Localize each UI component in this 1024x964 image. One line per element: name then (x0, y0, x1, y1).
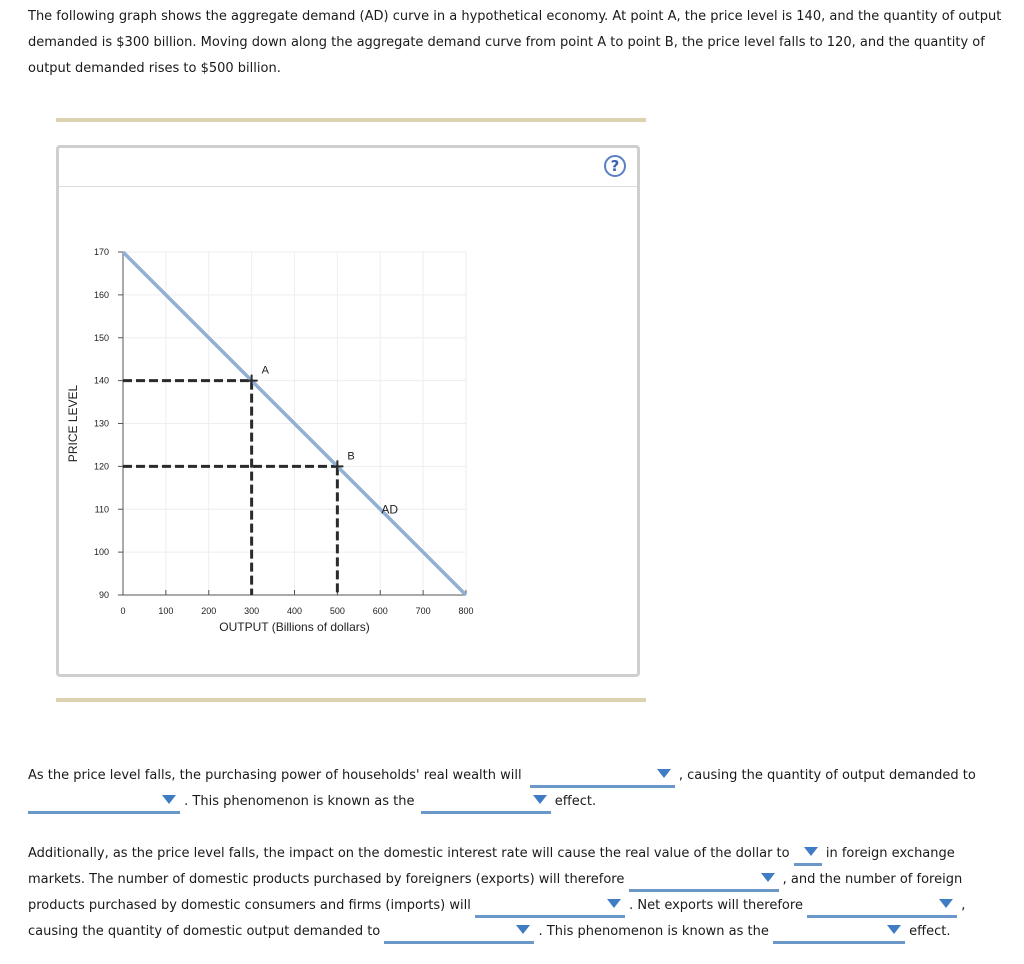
q2-text-1: Additionally, as the price level falls, the impact on the domestic interest rate will cause the real value of the dollar to (28, 846, 790, 861)
x-tick-label: 800 (458, 606, 474, 616)
q2-text-6: . Net exports will therefore (629, 898, 803, 913)
q2-text-5: products purchased by domestic consumers and firms (imports) will (28, 898, 471, 913)
chevron-down-icon (607, 899, 621, 908)
domestic-output-dropdown[interactable] (384, 919, 534, 944)
point-label: B (347, 450, 355, 463)
x-tick-label: 100 (158, 606, 174, 616)
question-1 (28, 763, 1008, 815)
q2-text-8: causing the quantity of domestic output demanded to (28, 924, 381, 939)
top-divider (56, 118, 646, 122)
wealth-dropdown[interactable] (530, 763, 675, 788)
chevron-down-icon (887, 925, 901, 934)
q2-line-3 (28, 893, 1008, 919)
bottom-divider (56, 698, 646, 702)
q1-text-1: As the price level falls, the purchasing power of households' real wealth will (28, 768, 522, 783)
q2-text-2: in foreign exchange (825, 846, 955, 861)
imports-dropdown[interactable] (475, 893, 625, 918)
q2-line-4 (28, 919, 1008, 945)
y-tick-label: 90 (98, 590, 109, 600)
q2-line-1 (28, 841, 1008, 867)
intro-line-1: The following graph shows the aggregate demand (AD) curve in a hypothetical economy. At point A, the price level is 140, and the quantity of output (28, 9, 1002, 24)
x-tick-label: 500 (329, 606, 345, 616)
q1-text-2: , causing the quantity of output demanded to (678, 768, 976, 783)
q2-line-2 (28, 867, 1008, 893)
q2-text-9: . This phenomenon is known as the (538, 924, 769, 939)
y-tick-label: 150 (93, 332, 109, 343)
y-tick-label: 120 (93, 461, 109, 472)
x-tick-label: 300 (244, 606, 260, 616)
x-axis-title: OUTPUT (Billions of dollars) (219, 620, 370, 634)
point-label: A (261, 364, 269, 377)
q1-text-4: effect. (554, 794, 597, 809)
q2-text-10: effect. (909, 924, 951, 939)
question-2 (28, 841, 1008, 945)
intro-text (28, 4, 1008, 82)
exports-dropdown[interactable] (629, 867, 779, 892)
intro-line-2: demanded is $300 billion. Moving down along the aggregate demand curve from point A to point B, the price level falls to 120, and the quantity of (28, 35, 985, 50)
intro-line-3: output demanded rises to $500 billion. (28, 61, 281, 76)
help-icon[interactable]: ? (604, 155, 626, 177)
x-tick-label: 600 (372, 606, 388, 616)
y-tick-label: 170 (93, 247, 109, 257)
q1-text-3: . This phenomenon is known as the (184, 794, 415, 809)
chevron-down-icon (761, 873, 775, 882)
chevron-down-icon (657, 769, 671, 778)
chevron-down-icon (939, 899, 953, 908)
x-tick-label: 400 (286, 606, 303, 616)
y-axis-title: PRICE LEVEL (66, 384, 80, 463)
y-tick-label: 140 (93, 375, 109, 386)
x-tick-label: 200 (201, 606, 217, 616)
dollar-value-dropdown[interactable] (794, 841, 822, 866)
x-tick-label: 700 (415, 606, 431, 616)
q2-text-7: , (961, 898, 966, 913)
y-tick-label: 100 (93, 547, 109, 558)
graph-panel (56, 145, 640, 677)
chevron-down-icon (804, 847, 818, 856)
net-exports-dropdown[interactable] (807, 893, 957, 918)
q1-line-1 (28, 763, 1008, 789)
effect-name-dropdown-2[interactable] (773, 919, 905, 944)
q2-text-3: markets. The number of domestic products purchased by foreigners (exports) will therefore (28, 872, 625, 887)
y-tick-label: 110 (94, 504, 109, 515)
q2-text-4: , and the number of foreign (782, 872, 963, 887)
effect-name-dropdown-1[interactable] (421, 789, 551, 814)
x-tick-label: 0 (120, 606, 126, 616)
ad-chart (59, 148, 637, 674)
chevron-down-icon (533, 795, 547, 804)
chevron-down-icon (162, 795, 176, 804)
curve-label: AD (381, 502, 399, 517)
q1-line-2 (28, 789, 1008, 815)
chevron-down-icon (516, 925, 530, 934)
y-tick-label: 130 (93, 418, 109, 429)
quantity-demanded-dropdown[interactable] (28, 789, 180, 814)
y-tick-label: 160 (93, 289, 109, 300)
